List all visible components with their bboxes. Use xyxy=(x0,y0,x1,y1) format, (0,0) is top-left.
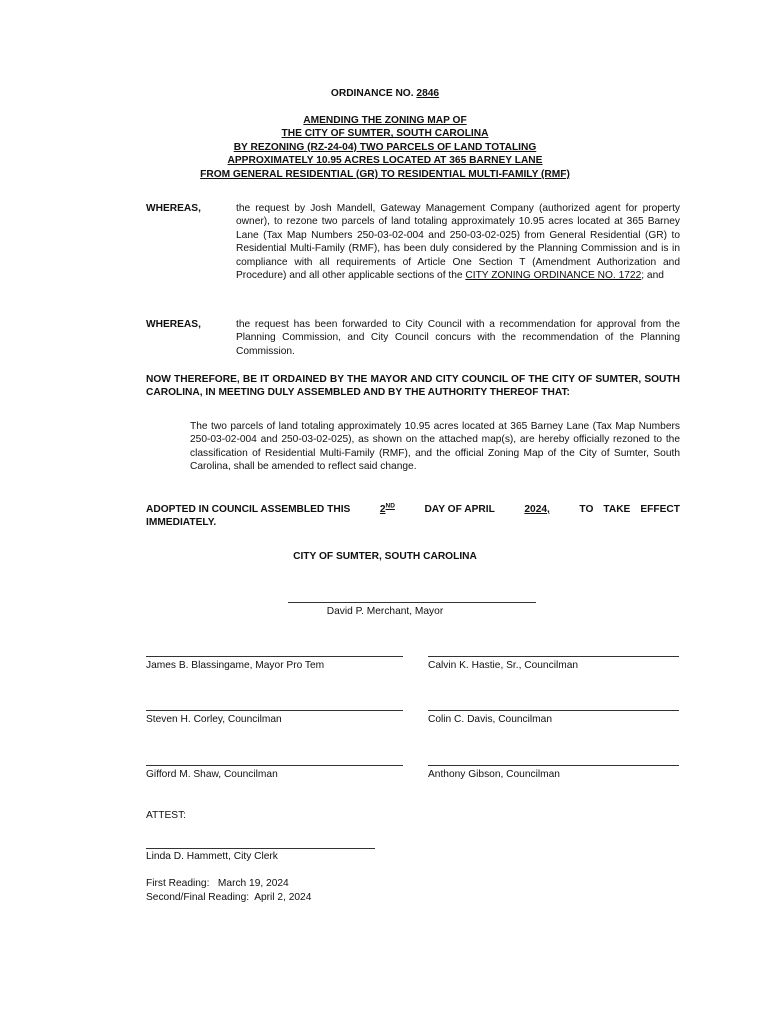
signatory-right-3: Anthony Gibson, Councilman xyxy=(428,769,560,780)
ordinance-title xyxy=(0,87,770,100)
first-reading xyxy=(146,877,289,890)
signature-line-right-3 xyxy=(428,765,679,766)
zoning-ordinance-reference: CITY ZONING ORDINANCE NO. 1722 xyxy=(465,270,642,282)
adoption-suffix: IMMEDIATELY. xyxy=(146,517,217,529)
signature-line-right-2 xyxy=(428,710,679,711)
second-reading xyxy=(146,891,311,904)
signatory-right-2: Colin C. Davis, Councilman xyxy=(428,714,552,725)
signature-line-right-1 xyxy=(428,656,679,657)
ordinance-label: ORDINANCE NO. xyxy=(330,88,414,99)
signatory-left-2: Steven H. Corley, Councilman xyxy=(146,714,282,725)
whereas-text-1: the request by Josh Mandell, Gateway Management Company (authorized agent for property owner), to rezone two parcels of land totaling approximately 10.95 acres located at 365 Barney Lane (Tax Map Numbers 250-03-02-004 and 250-03-02-025) from General Residential (GR) to Residential Multi-Family (RMF), has been duly considered by the Planning Commission and is in compliance with all requirements of Article One Section T (Amendment Authorization and Procedure) and all other applicable sections of the xyxy=(236,203,680,282)
signatory-left-3: Gifford M. Shaw, Councilman xyxy=(146,769,278,780)
adoption-clause: ADOPTED IN COUNCIL ASSEMBLED THIS 2ND DAY OF APRIL 2024, TO TAKE EFFECT IMMEDIATELY. xyxy=(146,502,680,529)
whereas-end-1: ; and xyxy=(641,270,664,282)
whereas-paragraph-1 xyxy=(236,202,680,282)
clerk-signature-line xyxy=(146,848,375,849)
city-name: CITY OF SUMTER, SOUTH CAROLINA xyxy=(293,551,477,562)
now-therefore-clause: NOW THEREFORE, BE IT ORDAINED BY THE MAYOR AND CITY COUNCIL OF THE CITY OF SUMTER, SOUTH CAROLINA, IN MEETING DULY ASSEMBLED AND BY THE AUTHORITY THEREOF THAT: xyxy=(146,374,680,399)
heading-line-3: BY REZONING (RZ-24-04) TWO PARCELS OF LAND TOTALING xyxy=(233,141,537,153)
first-reading-date: March 19, 2024 xyxy=(217,878,289,889)
signatory-left-1: James B. Blassingame, Mayor Pro Tem xyxy=(146,660,325,671)
ordinance-number: 2846 xyxy=(416,88,440,99)
signature-line-left-2 xyxy=(146,710,403,711)
signature-line-left-3 xyxy=(146,765,403,766)
whereas-label-1: WHEREAS, xyxy=(146,203,201,214)
heading-line-1: AMENDING THE ZONING MAP OF xyxy=(303,115,467,126)
attest-label: ATTEST: xyxy=(146,810,186,821)
clerk-name: Linda D. Hammett, City Clerk xyxy=(146,851,278,862)
heading-line-5: FROM GENERAL RESIDENTIAL (GR) TO RESIDENTIAL MULTI-FAMILY (RMF) xyxy=(200,168,570,180)
whereas-paragraph-2: the request has been forwarded to City Council with a recommendation for approval from the Planning Commission, and City Council concurs with the recommendation of the Planning Commission. xyxy=(236,319,680,357)
heading-line-4: APPROXIMATELY 10.95 ACRES LOCATED AT 365 BARNEY LANE xyxy=(227,155,543,167)
ordinance-heading xyxy=(0,114,770,181)
first-reading-label: First Reading: xyxy=(146,878,210,889)
second-reading-label: Second/Final Reading: xyxy=(146,892,250,903)
adoption-prefix: ADOPTED IN COUNCIL ASSEMBLED THIS xyxy=(146,504,351,515)
signature-line-left-1 xyxy=(146,656,403,657)
adoption-day-suffix: ND xyxy=(385,502,395,510)
mayor-signature-line xyxy=(288,602,536,603)
second-reading-date: April 2, 2024 xyxy=(254,892,312,903)
resolution-text: The two parcels of land totaling approximately 10.95 acres located at 365 Barney Lane (Tax Map Numbers 250-03-02-004 and 250-03-02-025), as shown on the attached map(s), are hereby officially rezoned to the classification of Residential Multi-Family (RMF), and the official Zoning Map of the City of Sumter, South Carolina, shall be amended to reflect said change. xyxy=(190,421,680,473)
adoption-day: 2 xyxy=(379,504,386,515)
signatory-right-1: Calvin K. Hastie, Sr., Councilman xyxy=(428,660,579,671)
heading-line-2: THE CITY OF SUMTER, SOUTH CAROLINA xyxy=(281,128,489,140)
mayor-name: David P. Merchant, Mayor xyxy=(326,606,444,617)
whereas-label-2: WHEREAS, xyxy=(146,319,201,330)
adoption-month: DAY OF APRIL xyxy=(424,504,495,515)
adoption-year: 2024, xyxy=(524,504,550,515)
